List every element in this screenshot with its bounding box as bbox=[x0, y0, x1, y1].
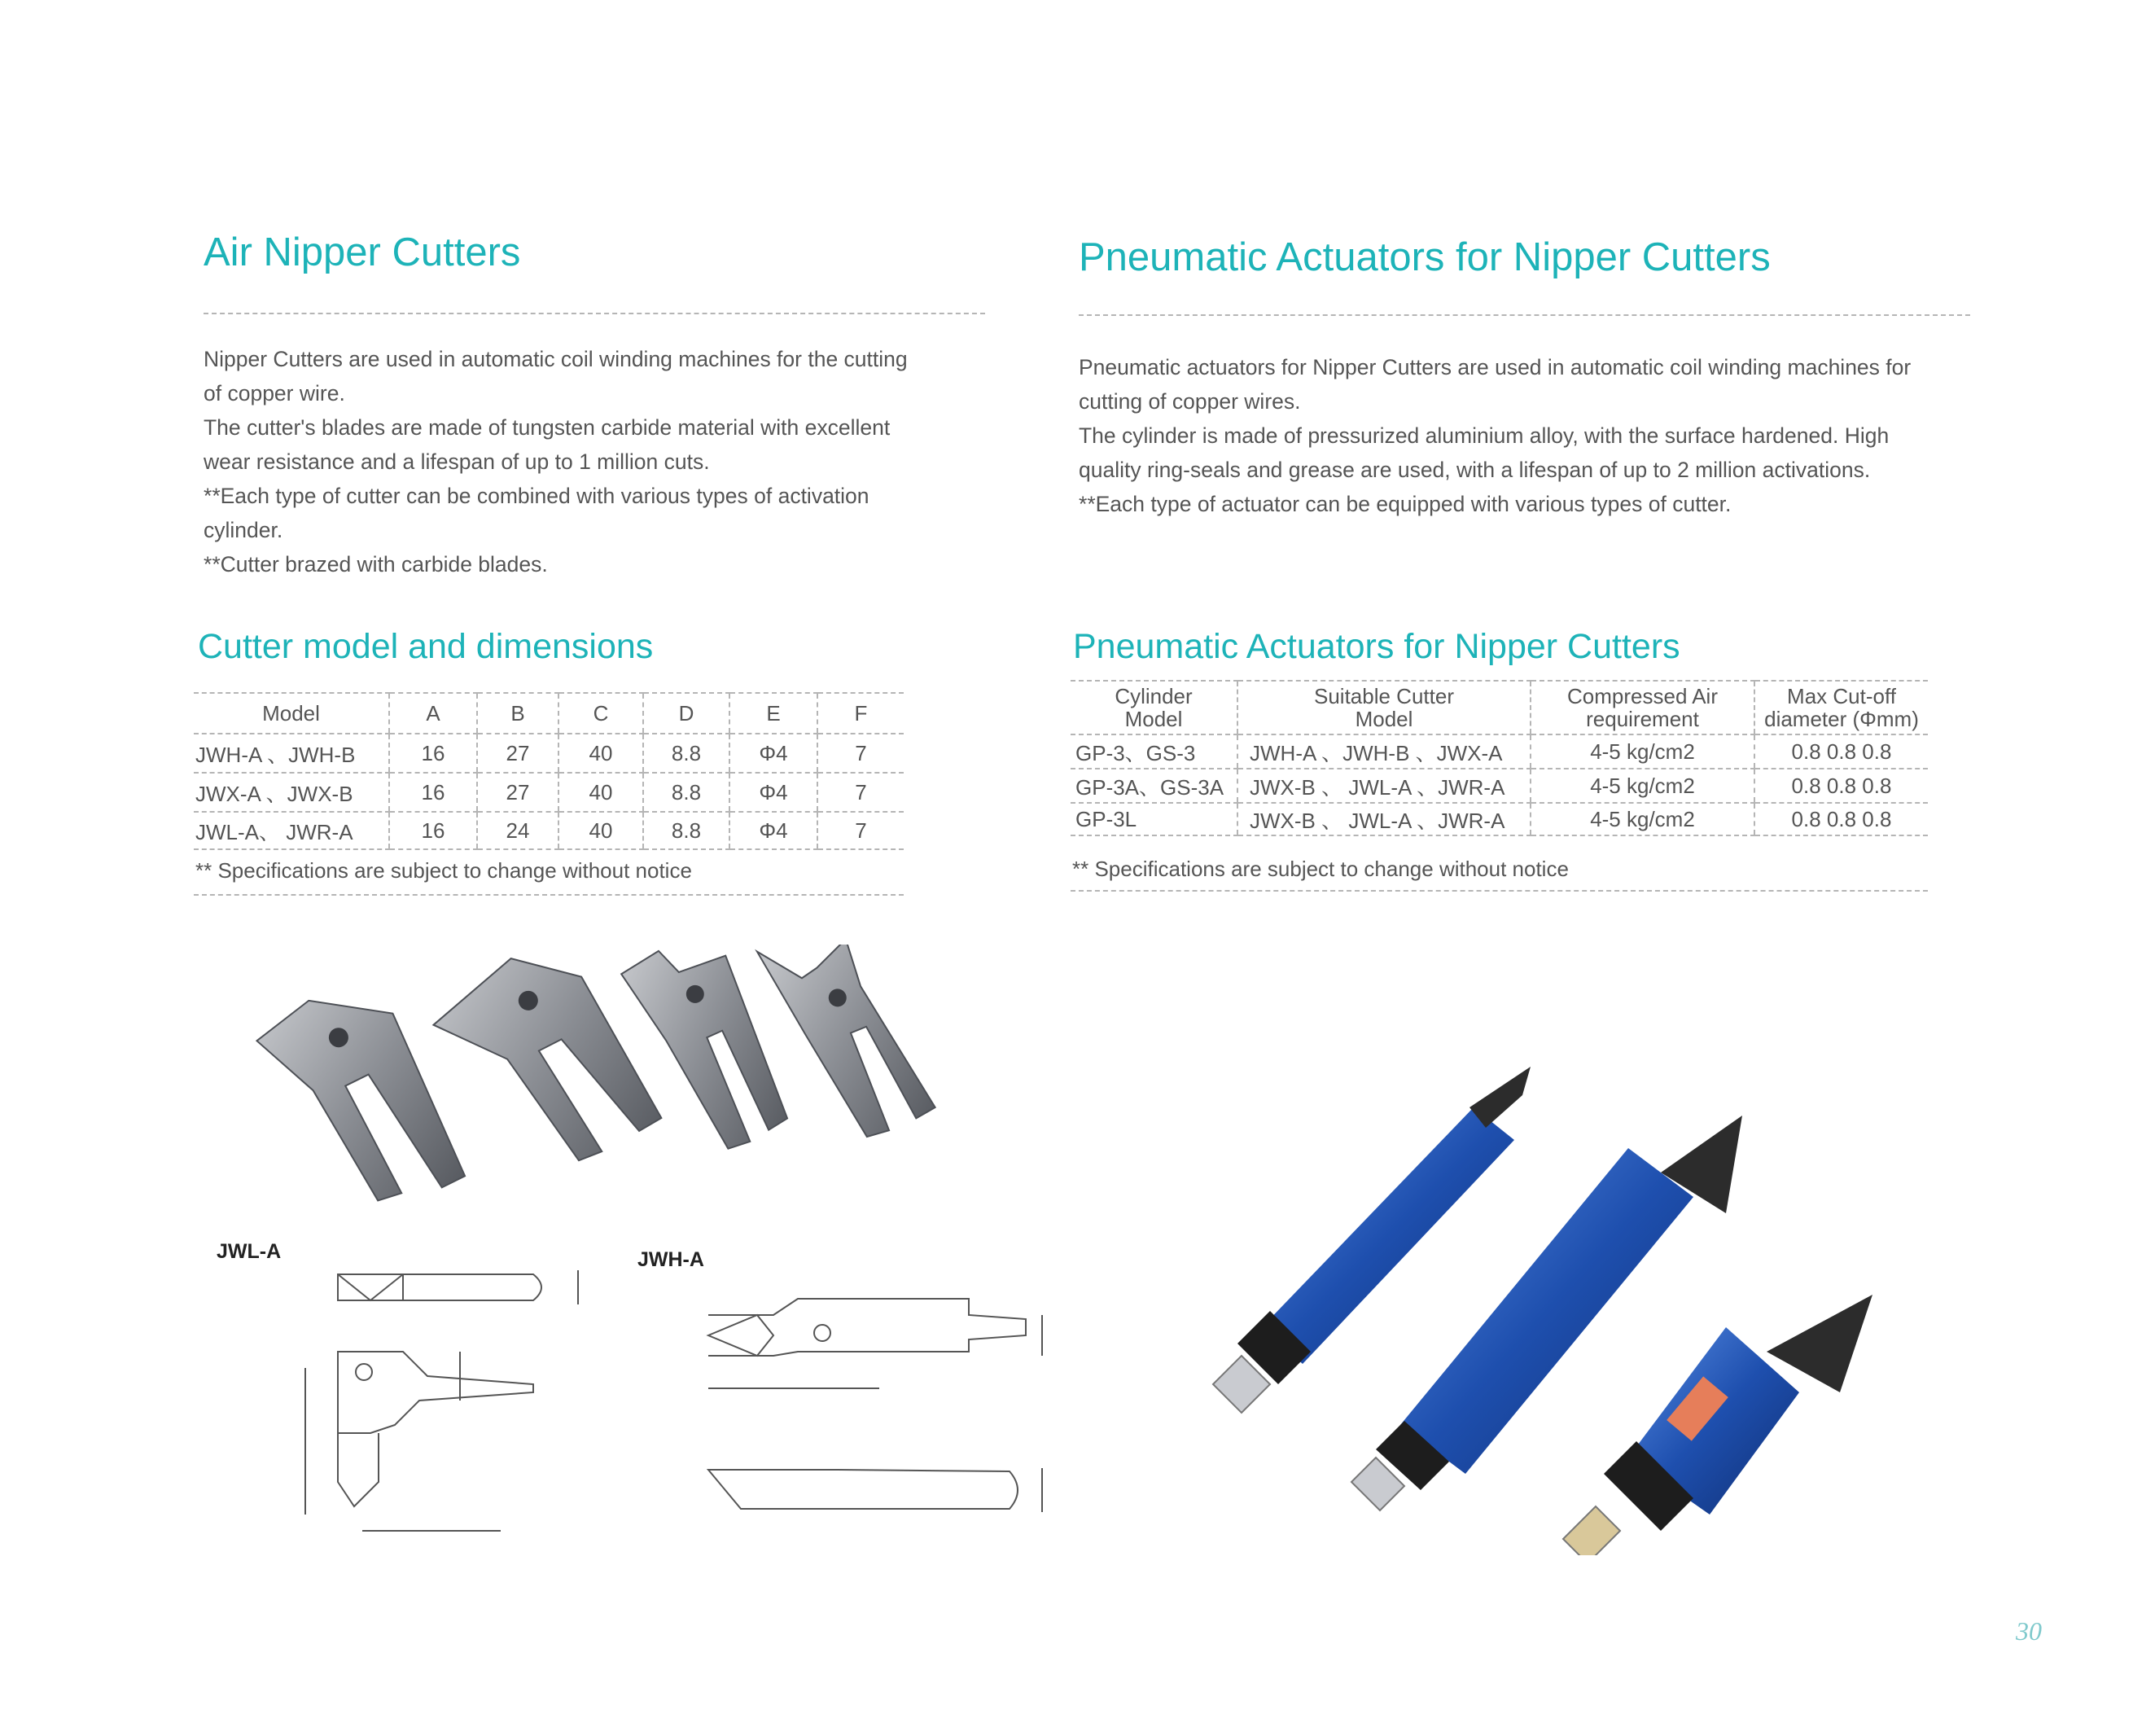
left-desc-line: **Cutter brazed with carbide blades. bbox=[204, 552, 548, 576]
left-desc-line: The cutter's blades are made of tungsten carbide material with excellent bbox=[204, 415, 891, 440]
cell-suitable-cutter: JWX-B 、 JWL-A 、JWR-A bbox=[1237, 769, 1531, 803]
jwh-a-technical-drawing bbox=[700, 1282, 1050, 1543]
cell-a: 16 bbox=[389, 773, 477, 812]
table-row bbox=[1071, 769, 1928, 803]
jwl-a-technical-drawing bbox=[289, 1262, 615, 1555]
cell-c: 40 bbox=[558, 773, 643, 812]
cutter-blade-3 bbox=[619, 945, 791, 1162]
table-row bbox=[194, 812, 904, 849]
cutter-blade-1 bbox=[252, 983, 466, 1205]
header-line: Suitable Cutter bbox=[1314, 684, 1454, 708]
cell-max-cutoff: 0.8 0.8 0.8 bbox=[1754, 769, 1928, 803]
table-header-row bbox=[194, 693, 904, 734]
cell-e: Φ4 bbox=[729, 773, 817, 812]
cell-air-requirement: 4-5 kg/cm2 bbox=[1531, 803, 1754, 835]
cell-e: Φ4 bbox=[729, 812, 817, 849]
right-note-divider bbox=[1071, 890, 1928, 892]
cell-d: 8.8 bbox=[643, 734, 729, 773]
right-desc-line: The cylinder is made of pressurized aluminium alloy, with the surface hardened. High bbox=[1079, 423, 1890, 448]
header-line: Max Cut-off bbox=[1787, 684, 1896, 708]
cell-b: 27 bbox=[477, 734, 558, 773]
cell-d: 8.8 bbox=[643, 773, 729, 812]
header-line: requirement bbox=[1586, 707, 1699, 731]
page-number: 30 bbox=[2016, 1616, 2042, 1646]
header-d: D bbox=[643, 693, 729, 734]
drawing-label-jwh-a: JWH-A bbox=[637, 1248, 704, 1271]
header-model: Model bbox=[194, 693, 389, 734]
cell-model: JWL-A、 JWR-A bbox=[194, 812, 389, 849]
right-spec-note: ** Specifications are subject to change without notice bbox=[1072, 857, 1569, 881]
cell-d: 8.8 bbox=[643, 812, 729, 849]
header-e: E bbox=[729, 693, 817, 734]
cell-max-cutoff: 0.8 0.8 0.8 bbox=[1754, 734, 1928, 769]
header-a: A bbox=[389, 693, 477, 734]
nipper-cutter-blades-photo bbox=[228, 945, 936, 1205]
header-c: C bbox=[558, 693, 643, 734]
left-desc-line: **Each type of cutter can be combined with various types of activation bbox=[204, 484, 869, 508]
cell-cylinder-model: GP-3L bbox=[1071, 803, 1237, 835]
cell-a: 16 bbox=[389, 812, 477, 849]
right-desc-line: quality ring-seals and grease are used, with a lifespan of up to 2 million activations. bbox=[1079, 458, 1871, 482]
actuator-cylinder-3 bbox=[1563, 1295, 1872, 1555]
right-title-divider bbox=[1079, 314, 1970, 316]
cell-c: 40 bbox=[558, 734, 643, 773]
cell-f: 7 bbox=[817, 773, 904, 812]
cutter-dimension-table bbox=[194, 692, 904, 850]
table-row bbox=[1071, 734, 1928, 769]
left-title-divider bbox=[204, 313, 985, 314]
header-line: Model bbox=[1124, 707, 1183, 731]
cell-max-cutoff: 0.8 0.8 0.8 bbox=[1754, 803, 1928, 835]
cell-f: 7 bbox=[817, 734, 904, 773]
left-spec-note: ** Specifications are subject to change without notice bbox=[195, 858, 692, 883]
header-cylinder-model bbox=[1071, 681, 1237, 734]
header-suitable-cutter bbox=[1237, 681, 1531, 734]
right-desc-line: **Each type of actuator can be equipped with various types of cutter. bbox=[1079, 492, 1732, 516]
left-title: Air Nipper Cutters bbox=[204, 230, 521, 274]
left-desc-line: of copper wire. bbox=[204, 381, 345, 406]
left-desc-line: wear resistance and a lifespan of up to 1 million cuts. bbox=[204, 449, 710, 474]
header-line: Model bbox=[1355, 707, 1413, 731]
right-description bbox=[1079, 350, 1911, 521]
cell-model: JWH-A 、JWH-B bbox=[194, 734, 389, 773]
cell-e: Φ4 bbox=[729, 734, 817, 773]
right-title: Pneumatic Actuators for Nipper Cutters bbox=[1079, 235, 1771, 279]
header-b: B bbox=[477, 693, 558, 734]
cell-model: JWX-A 、JWX-B bbox=[194, 773, 389, 812]
cell-b: 27 bbox=[477, 773, 558, 812]
cell-c: 40 bbox=[558, 812, 643, 849]
left-description bbox=[204, 342, 908, 581]
cell-suitable-cutter: JWX-B 、 JWL-A 、JWR-A bbox=[1237, 803, 1531, 835]
header-max-cutoff bbox=[1754, 681, 1928, 734]
table-row bbox=[1071, 803, 1928, 835]
cell-f: 7 bbox=[817, 812, 904, 849]
table-header-row bbox=[1071, 681, 1928, 734]
cell-suitable-cutter: JWH-A 、JWH-B 、JWX-A bbox=[1237, 734, 1531, 769]
cell-air-requirement: 4-5 kg/cm2 bbox=[1531, 769, 1754, 803]
left-note-divider bbox=[194, 894, 904, 896]
drawing-label-jwl-a: JWL-A bbox=[217, 1240, 282, 1263]
cell-a: 16 bbox=[389, 734, 477, 773]
right-desc-line: cutting of copper wires. bbox=[1079, 389, 1301, 414]
actuator-table bbox=[1071, 680, 1928, 836]
cell-b: 24 bbox=[477, 812, 558, 849]
left-table-title: Cutter model and dimensions bbox=[198, 627, 654, 666]
right-table-title: Pneumatic Actuators for Nipper Cutters bbox=[1073, 627, 1680, 666]
table-row bbox=[194, 773, 904, 812]
left-desc-line: Nipper Cutters are used in automatic coil winding machines for the cutting bbox=[204, 347, 908, 371]
header-f: F bbox=[817, 693, 904, 734]
pneumatic-actuators-photo bbox=[1205, 1050, 1905, 1555]
header-compressed-air bbox=[1531, 681, 1754, 734]
header-line: Cylinder bbox=[1115, 684, 1193, 708]
cell-cylinder-model: GP-3A、GS-3A bbox=[1071, 769, 1237, 803]
header-line: Compressed Air bbox=[1567, 684, 1718, 708]
table-row bbox=[194, 734, 904, 773]
left-desc-line: cylinder. bbox=[204, 518, 283, 542]
right-desc-line: Pneumatic actuators for Nipper Cutters are used in automatic coil winding machines for bbox=[1079, 355, 1912, 379]
header-line: diameter (Φmm) bbox=[1764, 707, 1919, 731]
cell-cylinder-model: GP-3、GS-3 bbox=[1071, 734, 1237, 769]
cell-air-requirement: 4-5 kg/cm2 bbox=[1531, 734, 1754, 769]
